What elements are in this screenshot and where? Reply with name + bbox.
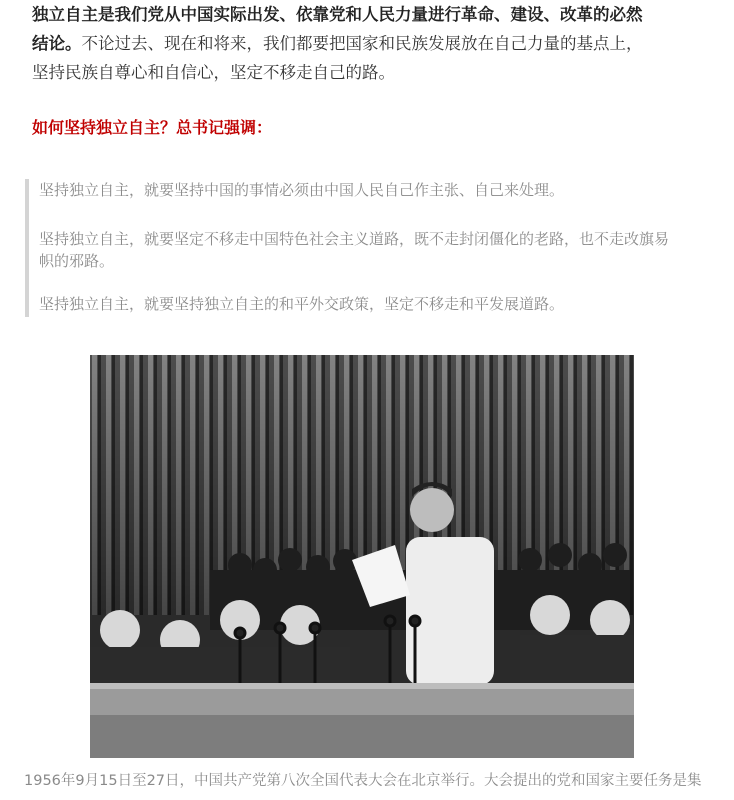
intro-text-line-3: 坚持民族自尊心和自信心，坚定不移走自己的路。 [32, 63, 395, 82]
quote-item-1: 坚持独立自主，就要坚持中国的事情必须由中国人民自己作主张、自己来处理。 [39, 181, 565, 199]
intro-text-line-2: 不论过去、现在和将来，我们都要把国家和民族发展放在自己力量的基点上， [81, 34, 643, 53]
quote-item-2: 坚持独立自主，就要坚定不移走中国特色社会主义道路，既不走封闭僵化的老路，也不走改旗易帜的邪路。 [39, 230, 670, 270]
quote-item-3: 坚持独立自主，就要坚持独立自主的和平外交政策，坚定不移走和平发展道路。 [39, 295, 565, 313]
blockquote [25, 179, 675, 317]
section-heading: 如何坚持独立自主？总书记强调： [32, 118, 273, 137]
historical-photo [90, 355, 634, 758]
intro-bold-line-1: 独立自主是我们党从中国实际出发、依靠党和人民力量进行革命、建设、改革的必然 [32, 5, 643, 24]
photo-caption: 1956年9月15日至27日，中国共产党第八次全国代表大会在北京举行。大会提出的党和国家主要任务是集 [24, 773, 702, 789]
article-body [32, 0, 702, 87]
photo-illustration [90, 355, 634, 758]
intro-paragraph [32, 0, 702, 87]
intro-bold-line-2: 结论。 [32, 34, 82, 53]
